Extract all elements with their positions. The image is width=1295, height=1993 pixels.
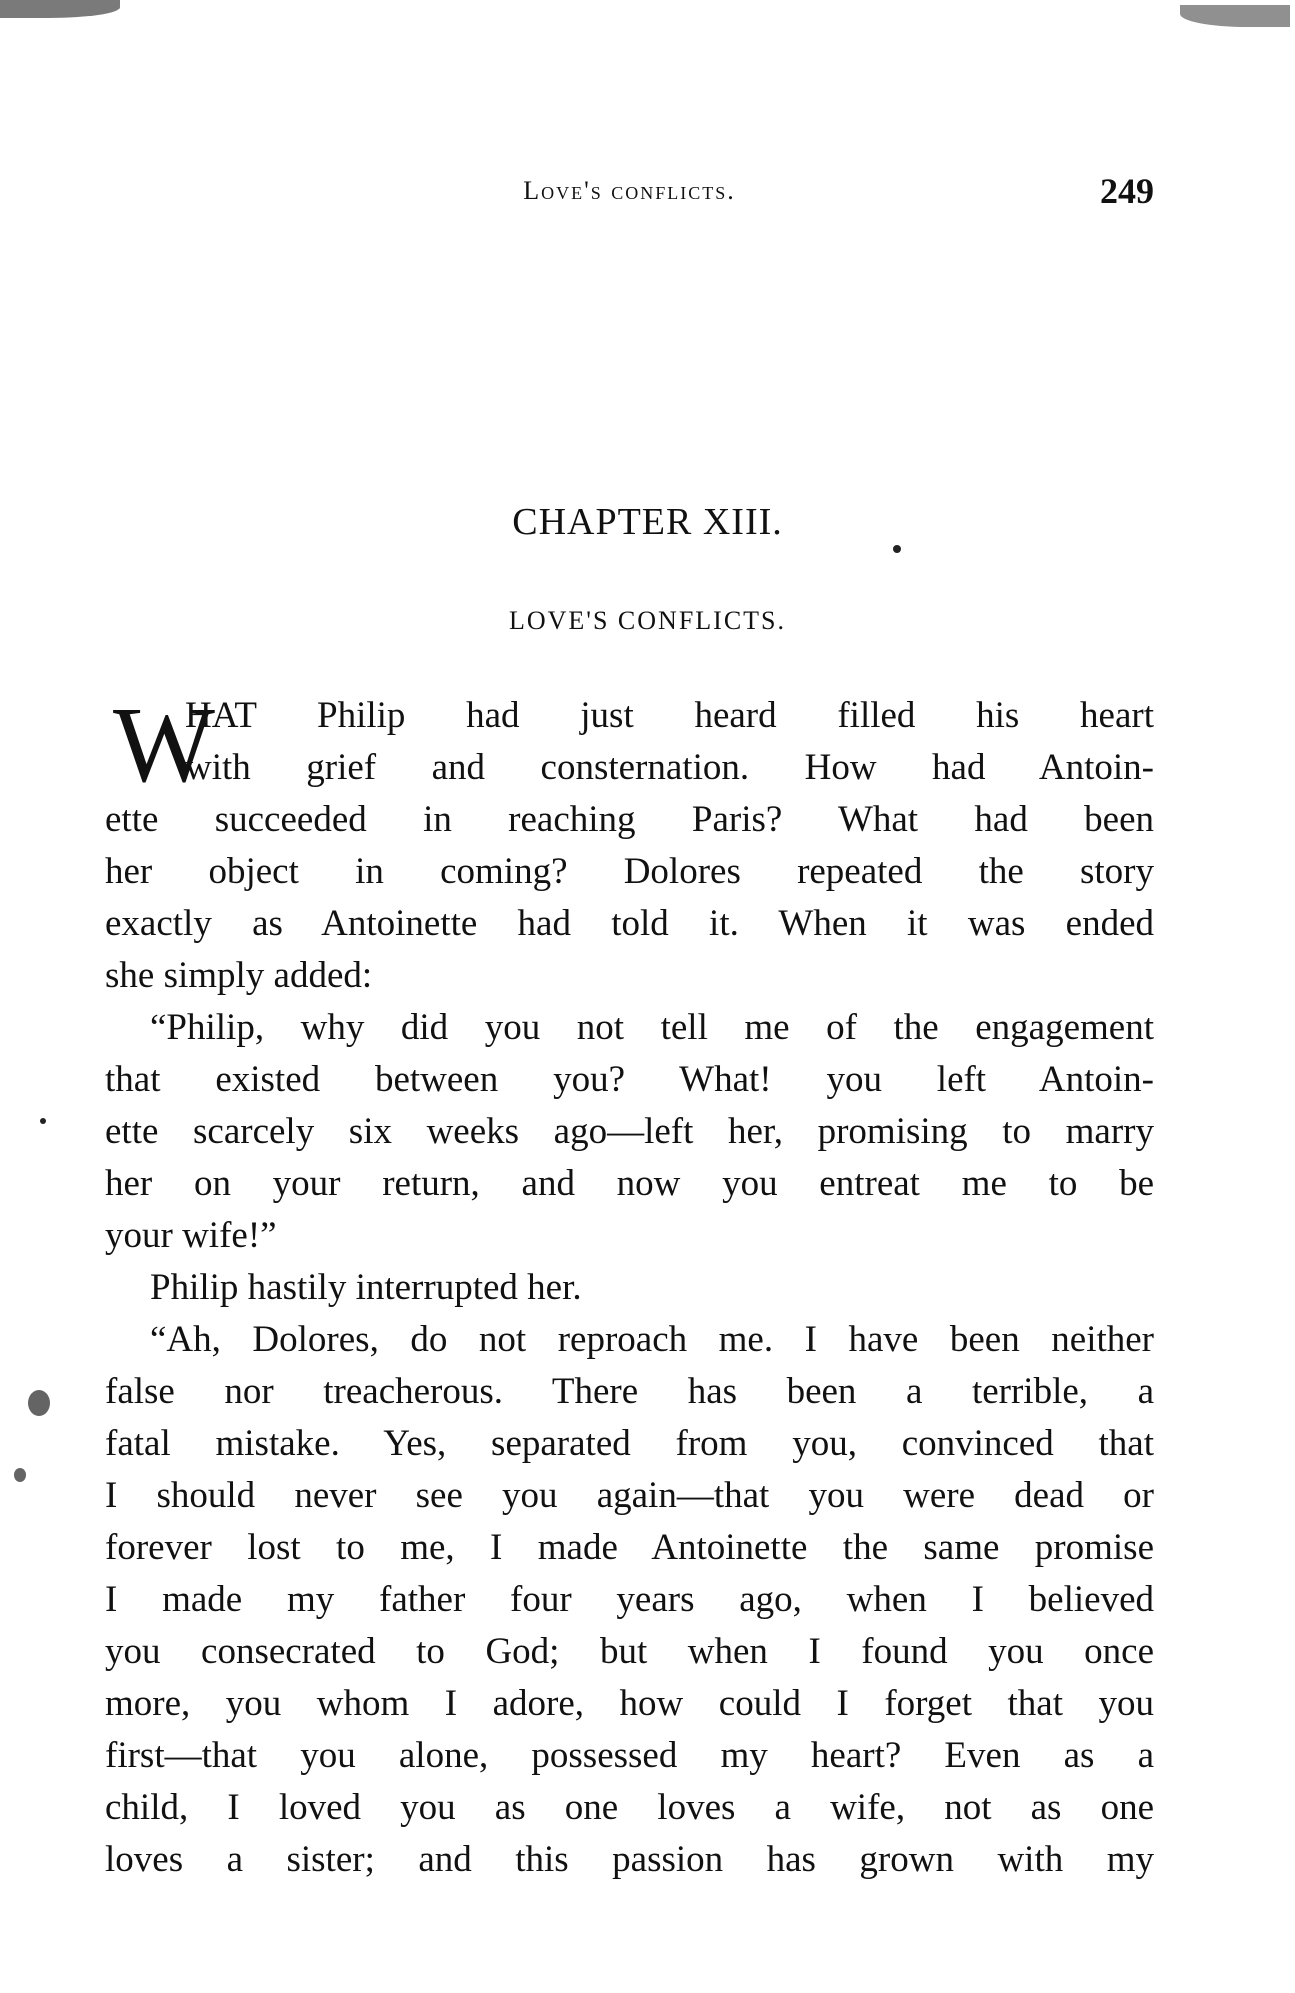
text-line: I should never see you again—that you were dead or <box>105 1475 1154 1516</box>
page-number: 249 <box>1100 171 1154 211</box>
drop-cap: W <box>113 686 215 805</box>
chapter-title: CHAPTER XIII. <box>512 501 783 543</box>
running-head <box>105 171 1154 216</box>
scan-speck <box>40 1118 46 1124</box>
text-line: your wife!” <box>105 1215 277 1256</box>
text-line: her object in coming? Dolores repeated the story <box>105 851 1154 892</box>
text-line: Philip hastily interrupted her. <box>150 1267 582 1308</box>
scan-speck <box>28 1390 50 1416</box>
text-line: “Philip, why did you not tell me of the engagement <box>150 1007 1154 1048</box>
text-line: exactly as Antoinette had told it. When it was ended <box>105 903 1154 944</box>
text-line: she simply added: <box>105 955 373 996</box>
text-line: I made my father four years ago, when I believed <box>105 1579 1154 1620</box>
scan-speck <box>1180 5 1290 27</box>
text-line: forever lost to me, I made Antoinette the same promise <box>105 1527 1154 1568</box>
running-title: Love's conflicts. <box>523 176 736 205</box>
scan-speck <box>893 545 901 553</box>
text-line: fatal mistake. Yes, separated from you, convinced that <box>105 1423 1154 1464</box>
text-line: more, you whom I adore, how could I forget that you <box>105 1683 1154 1724</box>
text-line: first—that you alone, possessed my heart? Even as a <box>105 1735 1154 1776</box>
scan-speck <box>14 1468 26 1482</box>
text-line: “Ah, Dolores, do not reproach me. I have been neither <box>150 1319 1154 1360</box>
text-line: false nor treacherous. There has been a terrible, a <box>105 1371 1154 1412</box>
text-line: you consecrated to God; but when I found you once <box>105 1631 1154 1672</box>
text-line: HAT Philip had just heard filled his heart <box>185 695 1154 736</box>
chapter-subtitle: LOVE'S CONFLICTS. <box>508 606 787 635</box>
scan-speck <box>0 0 120 18</box>
body-text <box>105 686 1154 1886</box>
text-line: loves a sister; and this passion has grown with my <box>105 1839 1154 1880</box>
text-line: that existed between you? What! you left Antoin- <box>105 1059 1154 1100</box>
text-line: ette scarcely six weeks ago—left her, promising to marry <box>105 1111 1154 1152</box>
text-line: with grief and consternation. How had Antoin- <box>185 747 1154 788</box>
text-line: her on your return, and now you entreat me to be <box>105 1163 1154 1204</box>
text-line: child, I loved you as one loves a wife, not as one <box>105 1787 1154 1828</box>
text-line: ette succeeded in reaching Paris? What had been <box>105 799 1154 840</box>
